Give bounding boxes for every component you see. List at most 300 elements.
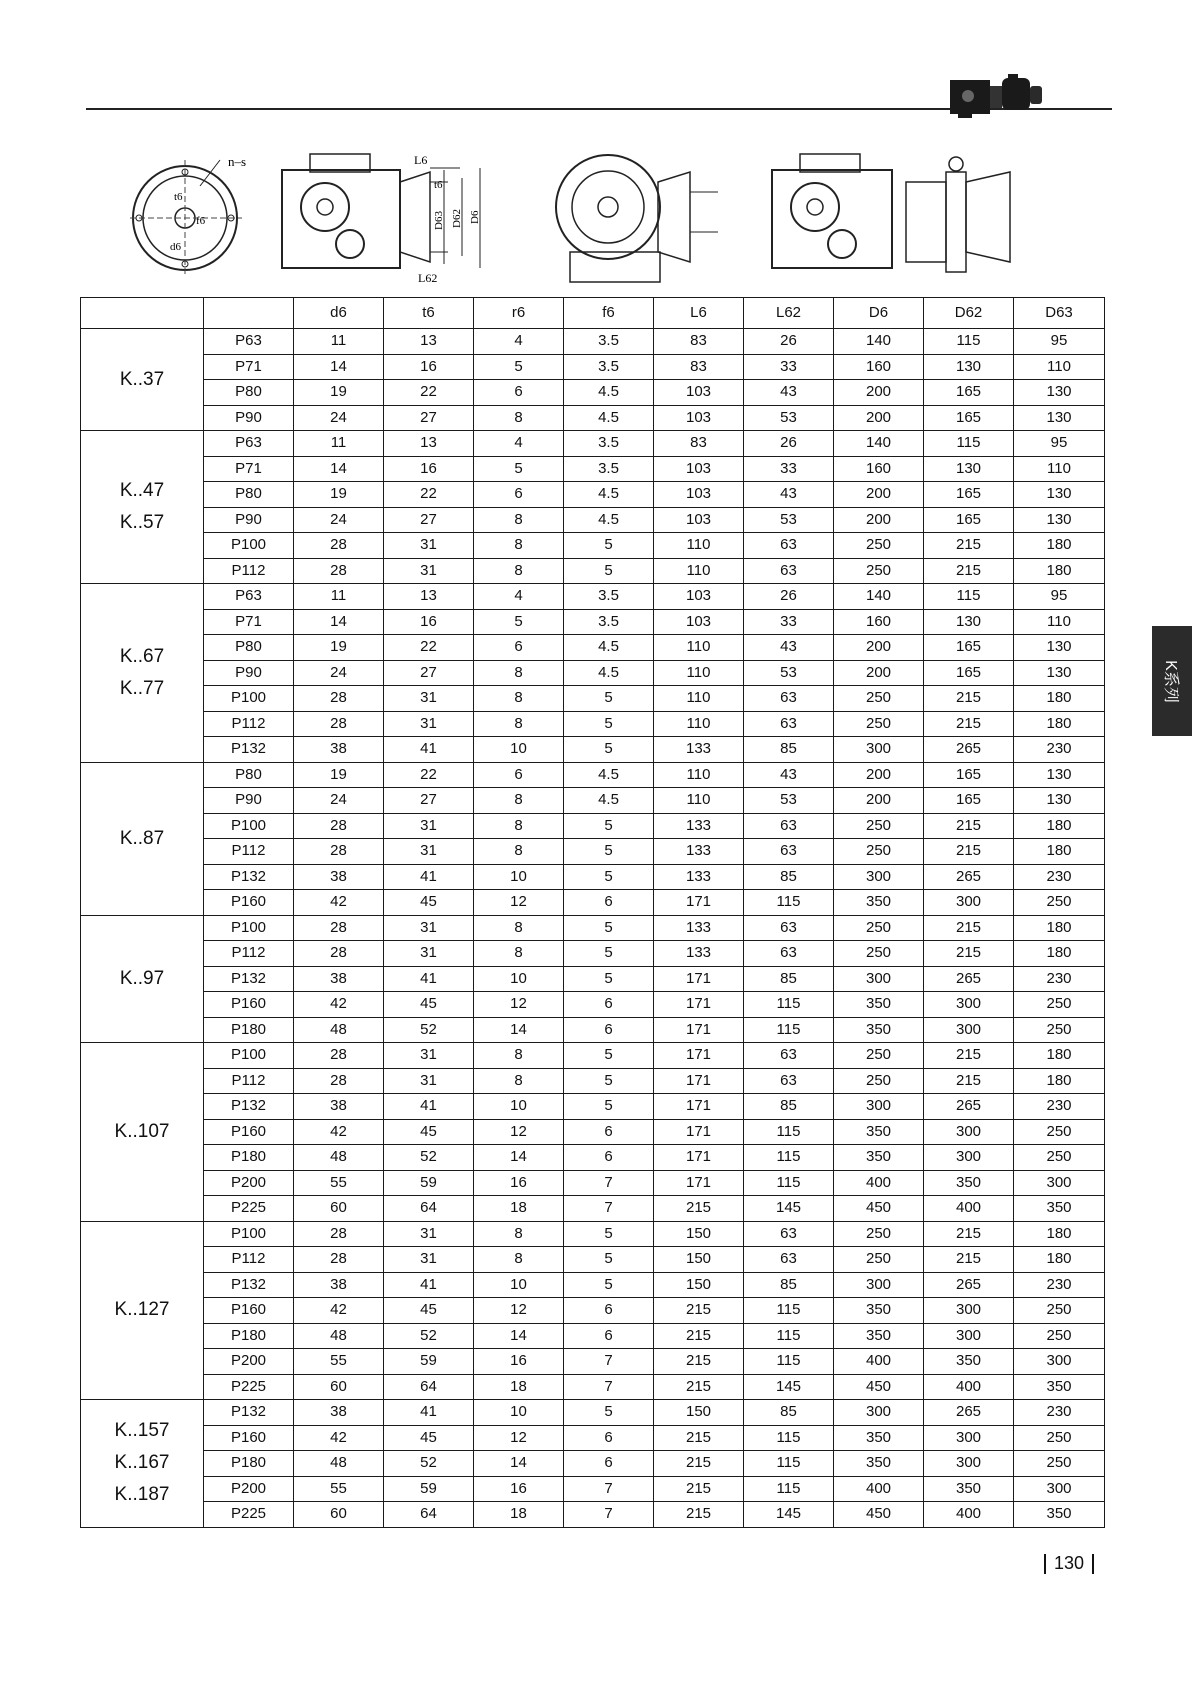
dimension-cell: 5 — [564, 1400, 654, 1426]
dimension-cell: 6 — [564, 890, 654, 916]
dimension-cell: 33 — [744, 456, 834, 482]
dimension-cell: 300 — [924, 890, 1014, 916]
dimension-cell: 28 — [294, 533, 384, 559]
model-name: K..77 — [119, 677, 165, 699]
dimension-cell: 215 — [654, 1502, 744, 1528]
dimension-cell: 110 — [654, 788, 744, 814]
dimension-cell: 180 — [1014, 1068, 1105, 1094]
dimension-cell: 45 — [384, 1298, 474, 1324]
dimension-cell: 400 — [834, 1476, 924, 1502]
dimension-cell: 350 — [834, 1425, 924, 1451]
dimension-cell: 115 — [744, 1145, 834, 1171]
dimension-cell: 38 — [294, 737, 384, 763]
dimension-cell: 115 — [744, 1119, 834, 1145]
dimension-cell: 171 — [654, 1170, 744, 1196]
dimension-cell: 300 — [834, 1400, 924, 1426]
dimension-cell: 115 — [744, 1476, 834, 1502]
table-row — [81, 1323, 1105, 1349]
dimension-cell: 95 — [1014, 584, 1105, 610]
dimension-cell: 230 — [1014, 1400, 1105, 1426]
dimension-cell: 28 — [294, 1221, 384, 1247]
dimension-cell: 115 — [924, 584, 1014, 610]
dimension-cell: 215 — [924, 1043, 1014, 1069]
dimension-cell: 115 — [744, 1298, 834, 1324]
dimension-cell: 165 — [924, 380, 1014, 406]
dimension-cell: 200 — [834, 507, 924, 533]
dimension-cell: 130 — [1014, 507, 1105, 533]
flange-size-cell: P180 — [204, 1323, 294, 1349]
model-name: K..87 — [119, 827, 165, 849]
flange-size-cell: P132 — [204, 1094, 294, 1120]
table-row — [81, 1119, 1105, 1145]
table-row — [81, 762, 1105, 788]
flange-size-cell: P225 — [204, 1196, 294, 1222]
dimension-cell: 250 — [834, 1043, 924, 1069]
dimension-cell: 165 — [924, 788, 1014, 814]
table-row — [81, 1094, 1105, 1120]
table-row — [81, 1221, 1105, 1247]
dimension-cell: 10 — [474, 737, 564, 763]
dimension-cell: 45 — [384, 1425, 474, 1451]
dimension-cell: 18 — [474, 1374, 564, 1400]
dimension-cell: 165 — [924, 405, 1014, 431]
dimension-cell: 63 — [744, 533, 834, 559]
dimension-cell: 215 — [654, 1323, 744, 1349]
table-row — [81, 992, 1105, 1018]
dimension-cell: 64 — [384, 1374, 474, 1400]
dimension-cell: 110 — [654, 711, 744, 737]
dimension-cell: 130 — [1014, 482, 1105, 508]
flange-size-cell: P160 — [204, 992, 294, 1018]
dimension-cell: 5 — [564, 533, 654, 559]
table-row — [81, 1476, 1105, 1502]
flange-size-cell: P90 — [204, 660, 294, 686]
dimension-cell: 13 — [384, 431, 474, 457]
dimension-cell: 300 — [924, 1323, 1014, 1349]
dimension-cell: 350 — [834, 1119, 924, 1145]
dimension-cell: 24 — [294, 788, 384, 814]
dimension-cell: 10 — [474, 966, 564, 992]
table-row — [81, 941, 1105, 967]
dimension-cell: 150 — [654, 1400, 744, 1426]
model-group-cell — [81, 329, 204, 431]
page-number-text: 130 — [1054, 1553, 1085, 1573]
model-group-cell — [81, 584, 204, 763]
dimension-cell: 300 — [1014, 1349, 1105, 1375]
dimension-cell: 140 — [834, 584, 924, 610]
model-name: K..47 — [119, 480, 165, 501]
table-row — [81, 507, 1105, 533]
dimension-cell: 350 — [834, 1145, 924, 1171]
dimension-cell: 27 — [384, 660, 474, 686]
dimension-cell: 28 — [294, 915, 384, 941]
dimension-cell: 133 — [654, 839, 744, 865]
dimension-cell: 180 — [1014, 1221, 1105, 1247]
dimension-cell: 63 — [744, 1247, 834, 1273]
dimension-cell: 16 — [384, 609, 474, 635]
dimension-cell: 115 — [744, 992, 834, 1018]
dimension-cell: 115 — [744, 1425, 834, 1451]
flange-size-cell: P225 — [204, 1502, 294, 1528]
dimension-cell: 265 — [924, 737, 1014, 763]
dimension-cell: 5 — [564, 1221, 654, 1247]
dimension-cell: 52 — [384, 1017, 474, 1043]
model-name: K..107 — [114, 1120, 170, 1142]
dimension-cell: 450 — [834, 1502, 924, 1528]
dimension-cell: 24 — [294, 405, 384, 431]
table-row — [81, 456, 1105, 482]
dimension-cell: 350 — [834, 890, 924, 916]
dimension-cell: 215 — [654, 1349, 744, 1375]
dimension-cell: 6 — [564, 1017, 654, 1043]
dimension-cell: 7 — [564, 1170, 654, 1196]
dimension-cell: 52 — [384, 1145, 474, 1171]
dimensions-table — [80, 297, 1105, 1528]
table-row — [81, 1502, 1105, 1528]
dimension-cell: 350 — [924, 1349, 1014, 1375]
dimension-cell: 250 — [834, 1221, 924, 1247]
dimension-cell: 8 — [474, 1043, 564, 1069]
dimension-cell: 180 — [1014, 558, 1105, 584]
flange-size-cell: P90 — [204, 788, 294, 814]
dimension-cell: 6 — [474, 482, 564, 508]
dimension-cell: 55 — [294, 1476, 384, 1502]
dimension-cell: 26 — [744, 329, 834, 355]
dimension-cell: 215 — [924, 711, 1014, 737]
label-f6: f6 — [196, 215, 206, 227]
model-name: K..157 — [114, 1420, 170, 1442]
dimension-cell: 250 — [1014, 890, 1105, 916]
flange-size-cell: P200 — [204, 1349, 294, 1375]
dimension-cell: 180 — [1014, 839, 1105, 865]
dimension-cell: 180 — [1014, 686, 1105, 712]
dimension-cell: 250 — [834, 915, 924, 941]
dimension-cell: 160 — [834, 354, 924, 380]
dimension-cell: 42 — [294, 1119, 384, 1145]
model-name: K..97 — [119, 967, 165, 989]
table-row — [81, 354, 1105, 380]
dimension-cell: 31 — [384, 813, 474, 839]
dimension-cell: 41 — [384, 737, 474, 763]
dimension-cell: 11 — [294, 329, 384, 355]
flange-size-cell: P180 — [204, 1145, 294, 1171]
dimension-cell: 180 — [1014, 1247, 1105, 1273]
dimension-cell: 14 — [474, 1323, 564, 1349]
dimension-cell: 300 — [924, 1145, 1014, 1171]
dimension-cell: 215 — [924, 533, 1014, 559]
dimension-cell: 26 — [744, 584, 834, 610]
dimension-cell: 250 — [834, 839, 924, 865]
table-row — [81, 864, 1105, 890]
table-row — [81, 1425, 1105, 1451]
dimension-cell: 4.5 — [564, 507, 654, 533]
dimension-cell: 250 — [1014, 992, 1105, 1018]
dimension-cell: 450 — [834, 1196, 924, 1222]
dimension-cell: 41 — [384, 864, 474, 890]
dimension-cell: 150 — [654, 1221, 744, 1247]
flange-size-cell: P160 — [204, 890, 294, 916]
table-row — [81, 915, 1105, 941]
dimension-cell: 400 — [834, 1349, 924, 1375]
dimension-cell: 45 — [384, 992, 474, 1018]
table-row — [81, 813, 1105, 839]
dimension-cell: 350 — [834, 992, 924, 1018]
dimension-cell: 300 — [834, 966, 924, 992]
dimension-cell: 110 — [654, 635, 744, 661]
model-group-cell — [81, 431, 204, 584]
dimension-cell: 250 — [834, 941, 924, 967]
flange-size-cell: P160 — [204, 1119, 294, 1145]
dimension-cell: 95 — [1014, 329, 1105, 355]
page-number — [1036, 1553, 1102, 1574]
dimension-cell: 31 — [384, 533, 474, 559]
table-row — [81, 1017, 1105, 1043]
dimension-cell: 165 — [924, 762, 1014, 788]
flange-size-cell: P160 — [204, 1425, 294, 1451]
dimension-cell: 250 — [1014, 1145, 1105, 1171]
dimension-cell: 10 — [474, 864, 564, 890]
dimension-cell: 400 — [924, 1502, 1014, 1528]
dimension-cell: 8 — [474, 1068, 564, 1094]
dimension-cell: 250 — [834, 686, 924, 712]
dimension-cell: 31 — [384, 558, 474, 584]
dimension-cell: 5 — [564, 1272, 654, 1298]
header-t6: t6 — [384, 298, 474, 329]
label-d6: d6 — [170, 241, 181, 253]
dimension-cell: 4.5 — [564, 660, 654, 686]
dimension-cell: 83 — [654, 431, 744, 457]
dimension-cell: 13 — [384, 329, 474, 355]
table-row — [81, 1374, 1105, 1400]
label-t6: t6 — [174, 191, 183, 203]
dimension-cell: 28 — [294, 1043, 384, 1069]
dimension-cell: 19 — [294, 482, 384, 508]
table-row — [81, 1272, 1105, 1298]
table-row — [81, 660, 1105, 686]
dimension-cell: 215 — [924, 941, 1014, 967]
dimension-cell: 215 — [924, 1247, 1014, 1273]
table-row — [81, 329, 1105, 355]
flange-size-cell: P200 — [204, 1476, 294, 1502]
dimension-cell: 12 — [474, 992, 564, 1018]
flange-size-cell: P112 — [204, 839, 294, 865]
dimension-cell: 19 — [294, 762, 384, 788]
header-L6: L6 — [654, 298, 744, 329]
dimension-cell: 63 — [744, 813, 834, 839]
flange-front-view — [130, 152, 260, 288]
dimension-cell: 350 — [924, 1170, 1014, 1196]
dimension-cell: 110 — [654, 686, 744, 712]
header-D62: D62 — [924, 298, 1014, 329]
dimension-cell: 300 — [924, 1017, 1014, 1043]
table-row — [81, 380, 1105, 406]
dimension-cell: 6 — [564, 1119, 654, 1145]
dimension-cell: 165 — [924, 660, 1014, 686]
dimension-cell: 200 — [834, 762, 924, 788]
dimension-cell: 5 — [564, 941, 654, 967]
dimension-cell: 5 — [564, 737, 654, 763]
label-L62: L62 — [418, 271, 438, 285]
dimension-cell: 14 — [474, 1451, 564, 1477]
flange-size-cell: P80 — [204, 635, 294, 661]
flange-size-cell: P100 — [204, 533, 294, 559]
dimension-cell: 5 — [564, 711, 654, 737]
dimension-cell: 215 — [654, 1298, 744, 1324]
dimension-cell: 12 — [474, 1119, 564, 1145]
dimension-cell: 63 — [744, 1043, 834, 1069]
dimension-cell: 10 — [474, 1272, 564, 1298]
dimension-cell: 45 — [384, 1119, 474, 1145]
dimension-cell: 28 — [294, 686, 384, 712]
dimension-cell: 5 — [564, 558, 654, 584]
dimension-cell: 41 — [384, 966, 474, 992]
dimension-cell: 250 — [834, 1068, 924, 1094]
dimension-cell: 4.5 — [564, 405, 654, 431]
dimension-cell: 64 — [384, 1502, 474, 1528]
dimension-cell: 215 — [654, 1374, 744, 1400]
table-body — [81, 329, 1105, 1528]
dimension-cell: 7 — [564, 1349, 654, 1375]
dimension-cell: 215 — [924, 558, 1014, 584]
dimension-cell: 59 — [384, 1349, 474, 1375]
flange-size-cell: P180 — [204, 1451, 294, 1477]
dimension-cell: 27 — [384, 788, 474, 814]
section-tab-label: K系列 — [1161, 659, 1179, 703]
dimension-cell: 130 — [924, 609, 1014, 635]
dimension-cell: 28 — [294, 558, 384, 584]
dimension-cell: 300 — [834, 1094, 924, 1120]
table-row — [81, 1170, 1105, 1196]
dimension-cell: 265 — [924, 1400, 1014, 1426]
table-row — [81, 686, 1105, 712]
dimension-cell: 6 — [564, 1323, 654, 1349]
dimension-cell: 4 — [474, 431, 564, 457]
dimension-cell: 63 — [744, 711, 834, 737]
dimension-cell: 6 — [564, 1425, 654, 1451]
dimension-cell: 230 — [1014, 864, 1105, 890]
dimension-cell: 200 — [834, 660, 924, 686]
dimension-cell: 200 — [834, 405, 924, 431]
dimension-cell: 83 — [654, 354, 744, 380]
model-name: K..57 — [119, 512, 165, 533]
dimension-cell: 115 — [744, 1323, 834, 1349]
dimension-cell: 8 — [474, 839, 564, 865]
dimension-cell: 63 — [744, 941, 834, 967]
table-row — [81, 1145, 1105, 1171]
dimension-cell: 52 — [384, 1451, 474, 1477]
dimension-cell: 8 — [474, 915, 564, 941]
flange-size-cell: P100 — [204, 813, 294, 839]
dimension-cell: 11 — [294, 431, 384, 457]
dimension-cell: 7 — [564, 1476, 654, 1502]
dimension-cell: 180 — [1014, 533, 1105, 559]
dimension-cell: 55 — [294, 1170, 384, 1196]
dimension-cell: 3.5 — [564, 329, 654, 355]
dimension-cell: 5 — [564, 686, 654, 712]
dimension-cell: 5 — [564, 1068, 654, 1094]
dimension-cell: 19 — [294, 380, 384, 406]
dimension-cell: 5 — [564, 1247, 654, 1273]
dimension-cell: 85 — [744, 1272, 834, 1298]
dimension-cell: 43 — [744, 762, 834, 788]
model-name: K..187 — [114, 1484, 170, 1506]
dimension-cell: 300 — [924, 1119, 1014, 1145]
flange-size-cell: P63 — [204, 584, 294, 610]
dimension-cell: 150 — [654, 1247, 744, 1273]
dimension-cell: 53 — [744, 405, 834, 431]
dimension-cell: 133 — [654, 737, 744, 763]
dimension-cell: 130 — [1014, 762, 1105, 788]
model-name: K..37 — [119, 368, 165, 390]
dimension-cell: 250 — [1014, 1323, 1105, 1349]
dimension-cell: 300 — [834, 864, 924, 890]
dimension-cell: 42 — [294, 890, 384, 916]
dimension-cell: 48 — [294, 1017, 384, 1043]
dimension-cell: 130 — [1014, 635, 1105, 661]
dimension-cell: 145 — [744, 1196, 834, 1222]
dimension-cell: 350 — [1014, 1374, 1105, 1400]
dimension-cell: 43 — [744, 482, 834, 508]
dimension-cell: 24 — [294, 507, 384, 533]
flange-size-cell: P71 — [204, 456, 294, 482]
dimension-cell: 171 — [654, 1119, 744, 1145]
dimension-cell: 8 — [474, 788, 564, 814]
dimension-cell: 53 — [744, 788, 834, 814]
dimension-cell: 8 — [474, 1221, 564, 1247]
header-d6: d6 — [294, 298, 384, 329]
dimension-cell: 63 — [744, 1068, 834, 1094]
label-D63: D63 — [433, 211, 445, 230]
gearbox-motor-view — [770, 152, 1070, 288]
dimension-cell: 5 — [564, 813, 654, 839]
dimension-cell: 8 — [474, 660, 564, 686]
dimension-cell: 230 — [1014, 966, 1105, 992]
dimension-cell: 59 — [384, 1170, 474, 1196]
dimension-cell: 28 — [294, 1247, 384, 1273]
dimension-cell: 8 — [474, 405, 564, 431]
dimension-cell: 5 — [564, 966, 654, 992]
dimension-cell: 10 — [474, 1400, 564, 1426]
dimension-cell: 42 — [294, 1298, 384, 1324]
dimension-cell: 350 — [834, 1298, 924, 1324]
dimension-cell: 31 — [384, 1068, 474, 1094]
dimension-cell: 48 — [294, 1323, 384, 1349]
dimension-cell: 5 — [474, 354, 564, 380]
dimension-cell: 4.5 — [564, 380, 654, 406]
dimension-cell: 5 — [474, 609, 564, 635]
flange-size-cell: P132 — [204, 1272, 294, 1298]
model-name: K..167 — [114, 1452, 170, 1474]
dimension-cell: 215 — [654, 1451, 744, 1477]
flange-size-cell: P160 — [204, 1298, 294, 1324]
dimension-cell: 26 — [744, 431, 834, 457]
dimension-cell: 265 — [924, 1272, 1014, 1298]
label-n-s: n–s — [228, 154, 247, 169]
dimension-cell: 265 — [924, 966, 1014, 992]
flange-size-cell: P112 — [204, 711, 294, 737]
dimension-cell: 14 — [294, 609, 384, 635]
dimension-cell: 31 — [384, 941, 474, 967]
dimension-cell: 215 — [654, 1425, 744, 1451]
table-row — [81, 890, 1105, 916]
dimension-cell: 38 — [294, 1272, 384, 1298]
dimension-cell: 22 — [384, 762, 474, 788]
flange-size-cell: P100 — [204, 686, 294, 712]
dimension-cell: 250 — [1014, 1298, 1105, 1324]
flange-size-cell: P112 — [204, 941, 294, 967]
flange-size-cell: P180 — [204, 1017, 294, 1043]
dimension-cell: 10 — [474, 1094, 564, 1120]
